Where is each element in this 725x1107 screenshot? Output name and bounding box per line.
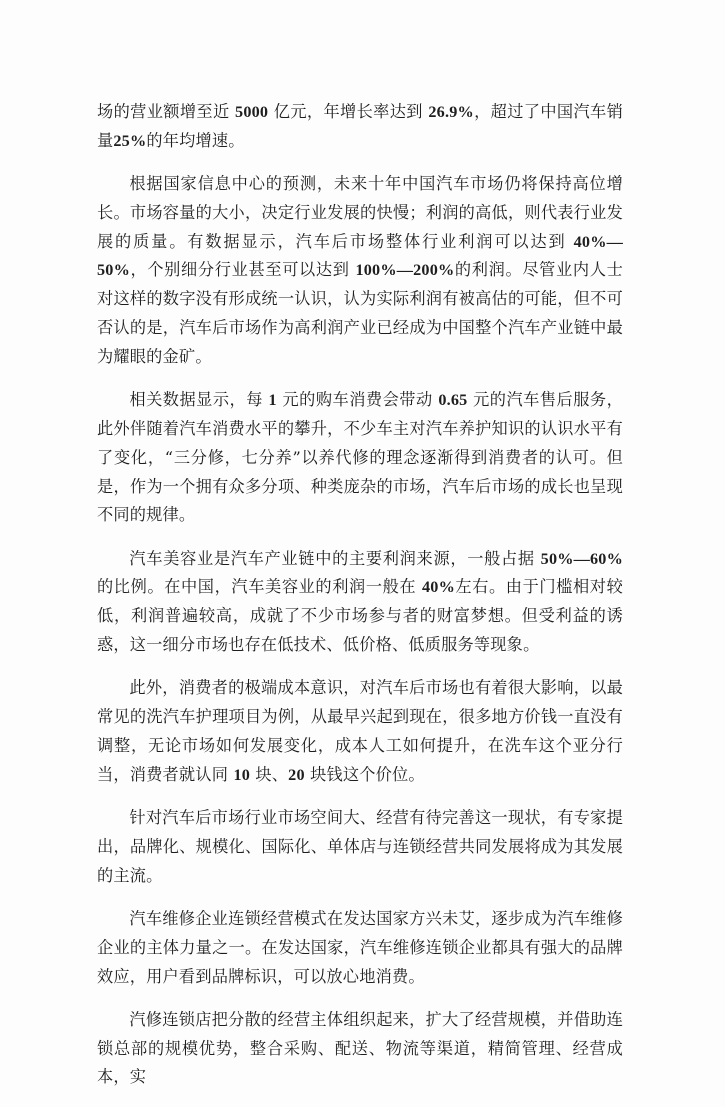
text-segment: 亿元，年增长率达到 (268, 102, 429, 121)
text-segment: 汽车维修企业连锁经营模式在发达国家方兴未艾，逐步成为汽车维修企业的主体力量之一。在发达国家，汽车维修连锁企业都具有强大的品牌效应，用户看到品牌标识，可以放心地消费。 (97, 908, 623, 986)
paragraph-7 (97, 905, 623, 991)
text-segment: ，个别细分行业甚至可以达到 (129, 260, 356, 280)
text-segment: 汽车美容业是汽车产业链中的主要利润来源，一般占据 (129, 548, 541, 568)
text-segment: 的比例。在中国，汽车美容业的利润一般在 (97, 577, 422, 597)
text-segment: 此外，消费者的极端成本意识，对汽车后市场也有着很大影响，以最常见的洗汽车护理项目为例，从最早兴起到现在，很多地方价钱一直没有调整，无论市场如何发展变化，成本人工如何提升，在洗车这个亚分行当，消费者就认同 (97, 678, 623, 784)
text-segment: 块、 (250, 764, 289, 784)
bold-number: 5000 (235, 103, 269, 121)
paragraph-5 (97, 674, 623, 789)
text-segment: 相关数据显示，每 (129, 390, 269, 410)
paragraph-1 (97, 98, 623, 156)
bold-number: 1 (268, 391, 277, 410)
text-segment: 块钱这个价位。 (304, 764, 425, 784)
text-segment: 场的营业额增至近 (97, 102, 236, 121)
text-segment: ，超过了中国汽车销量 (97, 102, 623, 150)
bold-number: 20 (288, 765, 305, 784)
bold-number: 10 (233, 765, 251, 784)
paragraph-8 (97, 1006, 623, 1092)
bold-number: 40%—50% (97, 232, 623, 280)
bold-number: 0.65 (438, 391, 468, 410)
text-segment: 针对汽车后市场行业市场空间大、经营有待完善这一现状，有专家提出，品牌化、规模化、国际化、单体店与连锁经营共同发展将成为其发展的主流。 (97, 808, 623, 885)
text-segment: 左右。由于门槛相对较低，利润普遍较高，成就了不少市场参与者的财富梦想。但受利益的诱惑，这一细分市场也存在低技术、低价格、低质服务等现象。 (97, 577, 623, 655)
bold-number: 25% (113, 131, 147, 150)
paragraph-4 (97, 545, 623, 660)
text-segment: 元的汽车售后服务，此外伴随着汽车消费水平的攀升，不少车主对汽车养护知识的认识水平有了变化，“三分修，七分养”以养代修的理念逐渐得到消费者的认可。但是，作为一个拥有众多分项、种类庞杂的市场，汽车后市场的成长也呈现不同的规律。 (97, 390, 623, 525)
paragraph-3 (97, 386, 623, 530)
paragraph-6 (97, 804, 623, 890)
bold-number: 100%—200% (355, 261, 455, 280)
paragraph-2 (97, 170, 623, 372)
text-segment: 根据国家信息中心的预测，未来十年中国汽车市场仍将保持高位增长。市场容量的大小，决定行业发展的快慢；利润的高低，则代表行业发展的质量。有数据显示，汽车后市场整体行业利润可以达到 (97, 174, 623, 251)
text-segment: 汽修连锁店把分散的经营主体组织起来，扩大了经营规模，并借助连锁总部的规模优势，整合采购、配送、物流等渠道，精简管理、经营成本，实 (97, 1009, 623, 1087)
text-segment: 元的购车消费会带动 (276, 390, 439, 410)
text-segment: 的利润。尽管业内人士对这样的数字没有形成统一认识，认为实际利润有被高估的可能，但不可否认的是，汽车后市场作为高利润产业已经成为中国整个汽车产业链中最为耀眼的金矿。 (97, 260, 624, 366)
bold-number: 40% (422, 578, 455, 597)
text-segment: 的年均增速。 (146, 130, 245, 150)
bold-number: 26.9% (428, 103, 474, 121)
document-page (97, 98, 623, 1107)
bold-number: 50%—60% (540, 549, 623, 568)
